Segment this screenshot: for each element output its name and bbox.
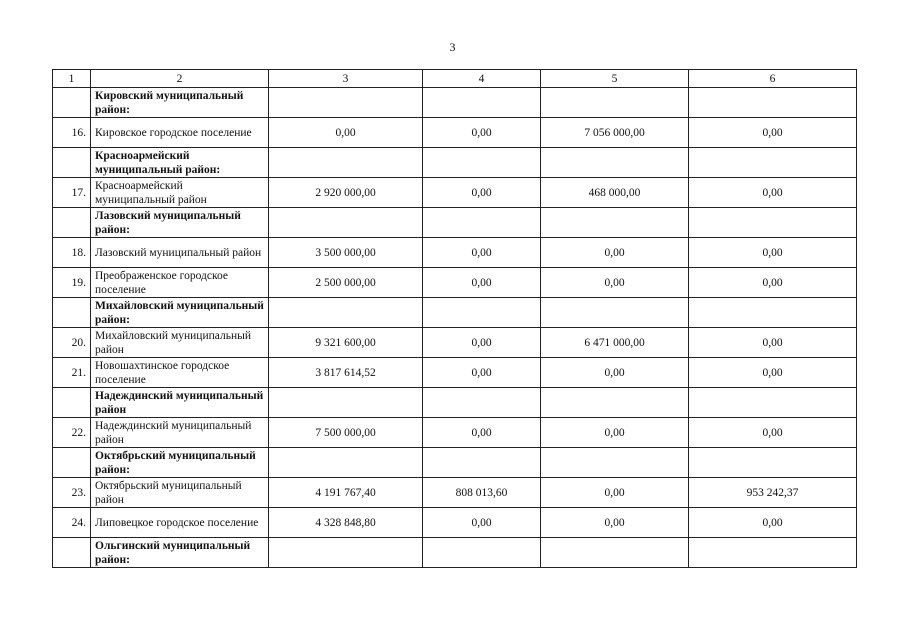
value-cell-col4: 808 013,60 — [423, 478, 541, 508]
value-cell-col3: 3 817 614,52 — [269, 358, 423, 388]
table-row — [53, 268, 857, 298]
row-number-cell: 20. — [53, 328, 91, 358]
municipality-name-cell: Надеждинский муниципальный район — [91, 388, 269, 418]
row-number-cell: 23. — [53, 478, 91, 508]
row-number-cell — [53, 538, 91, 568]
table-row — [53, 508, 857, 538]
value-cell-col6 — [689, 388, 857, 418]
value-cell-col5 — [541, 538, 689, 568]
value-cell-col4: 0,00 — [423, 328, 541, 358]
row-number-cell — [53, 448, 91, 478]
value-cell-col3: 2 920 000,00 — [269, 178, 423, 208]
value-cell-col3 — [269, 448, 423, 478]
value-cell-col4: 0,00 — [423, 358, 541, 388]
value-cell-col5: 7 056 000,00 — [541, 118, 689, 148]
district-group-row — [53, 88, 857, 118]
value-cell-col6: 0,00 — [689, 238, 857, 268]
value-cell-col6: 0,00 — [689, 358, 857, 388]
row-number-cell: 16. — [53, 118, 91, 148]
value-cell-col3: 3 500 000,00 — [269, 238, 423, 268]
value-cell-col6 — [689, 538, 857, 568]
value-cell-col5: 468 000,00 — [541, 178, 689, 208]
value-cell-col5 — [541, 208, 689, 238]
table-row — [53, 328, 857, 358]
district-group-row — [53, 298, 857, 328]
district-group-row — [53, 448, 857, 478]
district-group-row — [53, 208, 857, 238]
municipality-name-cell: Лазовский муниципальный район: — [91, 208, 269, 238]
row-number-cell: 24. — [53, 508, 91, 538]
value-cell-col6 — [689, 88, 857, 118]
row-number-cell — [53, 148, 91, 178]
municipality-name-cell: Октябрьский муниципальный район — [91, 478, 269, 508]
municipality-name-cell: Преображенское городское поселение — [91, 268, 269, 298]
table-row — [53, 418, 857, 448]
value-cell-col4 — [423, 448, 541, 478]
row-number-cell — [53, 88, 91, 118]
municipality-name-cell: Кировское городское поселение — [91, 118, 269, 148]
value-cell-col4: 0,00 — [423, 418, 541, 448]
value-cell-col3 — [269, 298, 423, 328]
value-cell-col5 — [541, 388, 689, 418]
municipality-name-cell: Михайловский муниципальный район — [91, 328, 269, 358]
budget-table — [52, 69, 857, 568]
value-cell-col6: 0,00 — [689, 328, 857, 358]
value-cell-col5 — [541, 148, 689, 178]
value-cell-col3 — [269, 88, 423, 118]
column-header: 3 — [269, 70, 423, 88]
municipality-name-cell: Октябрьский муниципальный район: — [91, 448, 269, 478]
value-cell-col5: 0,00 — [541, 478, 689, 508]
value-cell-col5 — [541, 448, 689, 478]
value-cell-col5: 0,00 — [541, 508, 689, 538]
value-cell-col5: 0,00 — [541, 238, 689, 268]
district-group-row — [53, 388, 857, 418]
value-cell-col3: 9 321 600,00 — [269, 328, 423, 358]
row-number-cell: 19. — [53, 268, 91, 298]
value-cell-col3: 7 500 000,00 — [269, 418, 423, 448]
value-cell-col6: 0,00 — [689, 268, 857, 298]
municipality-name-cell: Красноармейский муниципальный район — [91, 178, 269, 208]
value-cell-col4 — [423, 148, 541, 178]
value-cell-col6 — [689, 448, 857, 478]
row-number-cell: 21. — [53, 358, 91, 388]
value-cell-col4: 0,00 — [423, 508, 541, 538]
value-cell-col3 — [269, 148, 423, 178]
value-cell-col3: 4 328 848,80 — [269, 508, 423, 538]
municipality-name-cell: Красноармейский муниципальный район: — [91, 148, 269, 178]
value-cell-col4: 0,00 — [423, 118, 541, 148]
value-cell-col5 — [541, 88, 689, 118]
page-number: 3 — [449, 40, 456, 54]
municipality-name-cell: Липовецкое городское поселение — [91, 508, 269, 538]
row-number-cell — [53, 208, 91, 238]
value-cell-col5 — [541, 298, 689, 328]
municipality-name-cell: Михайловский муниципальный район: — [91, 298, 269, 328]
value-cell-col4 — [423, 388, 541, 418]
value-cell-col5: 6 471 000,00 — [541, 328, 689, 358]
value-cell-col3 — [269, 208, 423, 238]
column-number-row — [53, 70, 857, 88]
value-cell-col4 — [423, 298, 541, 328]
value-cell-col4: 0,00 — [423, 238, 541, 268]
value-cell-col6 — [689, 208, 857, 238]
municipality-name-cell: Новошахтинское городское поселение — [91, 358, 269, 388]
value-cell-col6: 0,00 — [689, 118, 857, 148]
table-row — [53, 478, 857, 508]
municipality-name-cell: Надеждинский муниципальный район — [91, 418, 269, 448]
row-number-cell: 22. — [53, 418, 91, 448]
value-cell-col6: 953 242,37 — [689, 478, 857, 508]
table-body — [53, 88, 857, 568]
row-number-cell — [53, 388, 91, 418]
value-cell-col4 — [423, 208, 541, 238]
value-cell-col6: 0,00 — [689, 178, 857, 208]
table-row — [53, 178, 857, 208]
value-cell-col4 — [423, 538, 541, 568]
value-cell-col3: 4 191 767,40 — [269, 478, 423, 508]
value-cell-col5: 0,00 — [541, 418, 689, 448]
value-cell-col6 — [689, 148, 857, 178]
municipality-name-cell: Кировский муниципальный район: — [91, 88, 269, 118]
column-header: 4 — [423, 70, 541, 88]
column-header: 5 — [541, 70, 689, 88]
district-group-row — [53, 148, 857, 178]
value-cell-col4: 0,00 — [423, 268, 541, 298]
column-header: 1 — [53, 70, 91, 88]
value-cell-col3 — [269, 388, 423, 418]
value-cell-col3: 2 500 000,00 — [269, 268, 423, 298]
column-header: 6 — [689, 70, 857, 88]
value-cell-col4: 0,00 — [423, 178, 541, 208]
table-row — [53, 118, 857, 148]
value-cell-col6 — [689, 298, 857, 328]
district-group-row — [53, 538, 857, 568]
value-cell-col4 — [423, 88, 541, 118]
municipality-name-cell: Ольгинский муниципальный район: — [91, 538, 269, 568]
value-cell-col5: 0,00 — [541, 358, 689, 388]
value-cell-col6: 0,00 — [689, 418, 857, 448]
column-header: 2 — [91, 70, 269, 88]
value-cell-col6: 0,00 — [689, 508, 857, 538]
municipality-name-cell: Лазовский муниципальный район — [91, 238, 269, 268]
value-cell-col5: 0,00 — [541, 268, 689, 298]
table-row — [53, 358, 857, 388]
row-number-cell: 17. — [53, 178, 91, 208]
value-cell-col3 — [269, 538, 423, 568]
value-cell-col3: 0,00 — [269, 118, 423, 148]
row-number-cell: 18. — [53, 238, 91, 268]
row-number-cell — [53, 298, 91, 328]
table-row — [53, 238, 857, 268]
